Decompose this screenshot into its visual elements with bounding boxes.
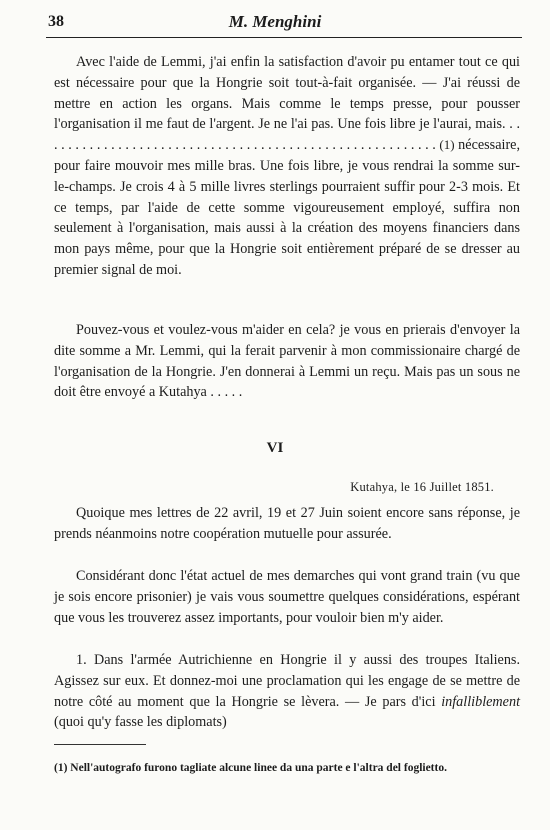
footnote: (1) Nell'autografo furono tagliate alcune linee da una parte e l'altra del foglietto.: [54, 762, 447, 774]
paragraph-5: [54, 650, 520, 733]
footnote-reference: (1): [439, 137, 455, 153]
paragraph-1-continuation: nécessaire, pour faire mouvoir mes mille bras. Une fois libre, je vous rendrai la somme sur-le-champs. Je crois 4 à 5 mille livres sterlings pourraient suffir pour 2-3 mois. Et ce temps, par l'aide de cette somme vigoureusement employé, suffira non seulement à l'organisation, mais aussi à la création des moyens financiers dans mon pays même, pour que la Hongrie soit entièrement préparé de se dresser au premier signal de moi.: [54, 137, 521, 278]
elided-dots: . . . . . . . . . . . . . . . . . . . . . . . . . . . . . . . . . . . . . . . . . . . .: [125, 137, 436, 154]
footnote-rule: [54, 744, 146, 745]
paragraph-3: Quoique mes lettres de 22 avril, 19 et 27 Juin soient encore sans réponse, je prends néanmoins notre coopération mutuelle pour assurée.: [54, 505, 520, 542]
paragraph-2: Pouvez-vous et voulez-vous m'aider en cela? je vous en prierais d'envoyer la dite somme a Mr. Lemmi, qui la ferait parvenir à mon commissionaire chargé de l'organisation de la Hongrie. J'en donnerai à Lemmi un reçu. Mais pas un sous ne doit être envoyé a Kutahya . . . . .: [54, 322, 520, 401]
emphasis-infalliblement: infalliblement: [441, 693, 521, 710]
section-number: VI: [266, 440, 284, 456]
paragraph-5-end: (quoi qu'y fasse les diplomats): [54, 714, 227, 731]
paragraph-5-text: 1. Dans l'armée Autrichienne en Hongrie il y aussi des troupes Italiens. Agissez sur eux. Et donnez-moi une proclamation qui les engage de se mettre de notre côté au moment que la Hongrie se lèvera. — Je pars d'ici: [54, 652, 520, 710]
letter-dateline: Kutahya, le 16 Juillet 1851.: [350, 480, 494, 494]
header-rule: [46, 37, 522, 38]
paragraph-1-text: Avec l'aide de Lemmi, j'ai enfin la satisfaction d'avoir pu entamer tout ce qui est nécessaire pour que la Hongrie soit tout-à-fait organisée. — J'ai réussi de mettre en action les organs. Mais comme le temps presse, pour pousser l'organisation il me faut de l'argent. Je ne l'ai pas. Une fois libre je l'aurai, mais. . . . . . . . . . . . .: [54, 54, 520, 154]
paragraph-1: [54, 52, 520, 281]
running-head: M. Menghini: [228, 12, 322, 31]
page-number: 38: [48, 13, 64, 30]
paragraph-4: Considérant donc l'état actuel de mes demarches qui vont grand train (vu que je sois encore prisonier) je vais vous soumettre quelques considérations, espérant que vous les trouverez assez importants, pour vouloir bien m'y aider.: [54, 568, 520, 626]
